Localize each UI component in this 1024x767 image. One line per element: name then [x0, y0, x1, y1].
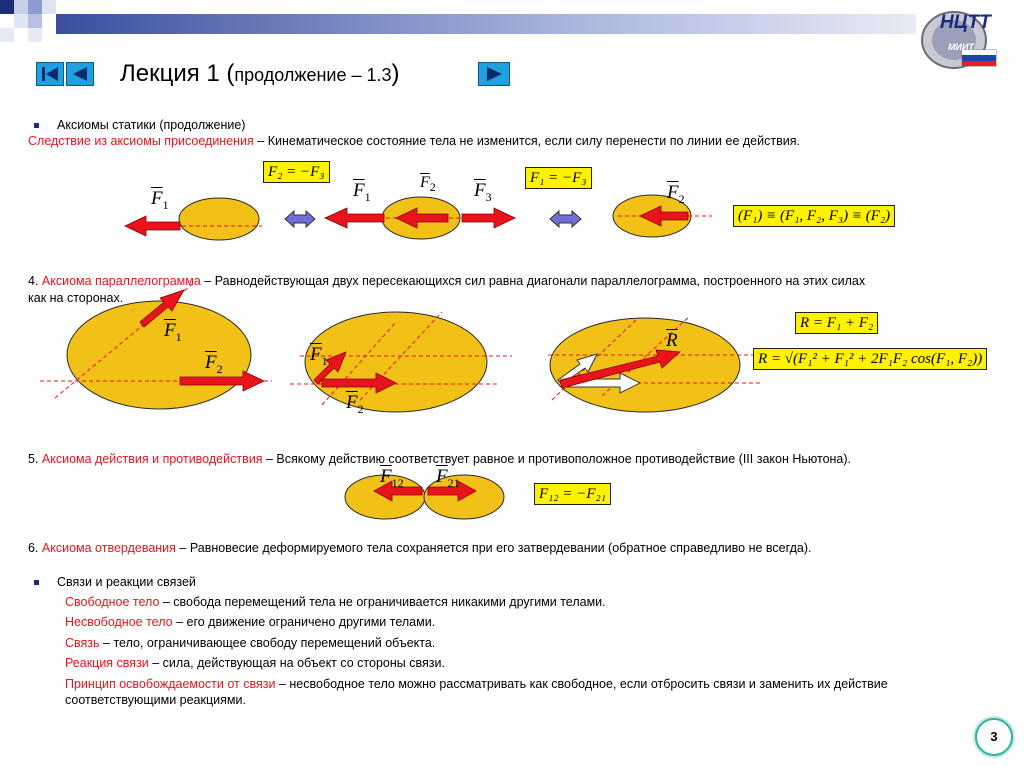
constraint-item-3: Реакция связи – сила, действующая на объект со стороны связи.	[65, 656, 445, 670]
label-f1-p1: $\overline{F}_1$	[164, 320, 182, 344]
constraint-item-2: Связь – тело, ограничивающее свободу перемещений объекта.	[65, 636, 436, 650]
equivalence-arrow-1	[285, 211, 315, 227]
logo-sub: МИИТ	[948, 42, 974, 52]
formula-r-magnitude: R = √(F₁² + F₁² + 2F₁F₂ cos(F₁, F₂))	[753, 348, 987, 370]
page-number-badge	[975, 718, 1013, 756]
title-sub: продолжение – 1.3	[234, 65, 392, 85]
label-f2-p2: $\overline{F}_2$	[346, 392, 364, 416]
label-f12: $\overline{F}_{12}$	[380, 466, 404, 490]
constraint-item-4-cont: соответствующими реакциями.	[65, 693, 246, 707]
equivalence-arrow-2	[550, 211, 581, 227]
formula-f2-eq-neg-f3: F₂ = −F₃	[263, 161, 330, 183]
axiom4-text: 4. Аксиома параллелограмма – Равнодействующая двух пересекающихся сил равна диагонали параллелограмма, построенного на этих силах	[28, 274, 866, 288]
label-f2-c: $\overline{F}_2$	[667, 182, 685, 206]
logo-text: НЦТТ	[940, 12, 991, 33]
label-f21: $\overline{F}_{21}$	[436, 466, 460, 490]
page-title: Лекция 1 (продолжение – 1.3)	[120, 60, 400, 87]
axiom6-text: 6. Аксиома отвердевания – Равновесие деформируемого тела сохраняется при его затвердевании (обратное справедливо не всегда).	[28, 541, 812, 555]
label-f1-a: $\overline{F}_1$	[151, 188, 169, 212]
label-r: $\overline{R}$	[666, 330, 678, 351]
label-f2-p1: $\overline{F}_2$	[205, 352, 223, 376]
label-f1-p2: $\overline{F}_1$	[310, 344, 328, 368]
page-number: 3	[990, 729, 998, 744]
force-f1-arrow-b	[325, 208, 384, 228]
constraint-item-1: Несвободное тело – его движение ограничено другими телами.	[65, 615, 436, 629]
formula-f1-eq-neg-f3: F₁ = −F₃	[525, 167, 592, 189]
constraint-item-4: Принцип освобождаемости от связи – несвободное тело можно рассматривать как свободное, если отбросить связи и заменить их действие	[65, 677, 888, 691]
axiom4-text-line2: как на сторонах.	[28, 291, 124, 305]
body-parallelogram-1	[67, 301, 251, 409]
formula-r-sum: R = F₁ + F₂	[795, 312, 878, 334]
label-f2-b: $\overline{F}_2$	[420, 174, 436, 195]
body-1	[179, 198, 259, 240]
force-f3-arrow	[462, 208, 515, 228]
section-heading-constraints: Связи и реакции связей	[34, 574, 196, 590]
label-f1-b: $\overline{F}_1$	[353, 180, 371, 204]
formula-action-reaction: F₁₂ = −F₂₁	[534, 483, 611, 505]
corollary-text: Следствие из аксиомы присоединения – Кинематическое состояние тела не изменится, если силу перенести по линии ее действия.	[28, 134, 800, 148]
force-f1-arrow-a	[125, 216, 180, 236]
constraint-item-0: Свободное тело – свобода перемещений тела не ограничивается никакими другими телами.	[65, 595, 606, 609]
formula-equivalence: (F₁) ≡ (F₁, F₂, F₃) ≡ (F₂)	[733, 205, 895, 227]
label-f3-b: $\overline{F}_3$	[474, 180, 492, 204]
section-heading-axioms: Аксиомы статики (продолжение)	[34, 117, 245, 133]
axiom5-text: 5. Аксиома действия и противодействия – Всякому действию соответствует равное и противоположное противодействие (III закон Ньютона).	[28, 452, 852, 466]
